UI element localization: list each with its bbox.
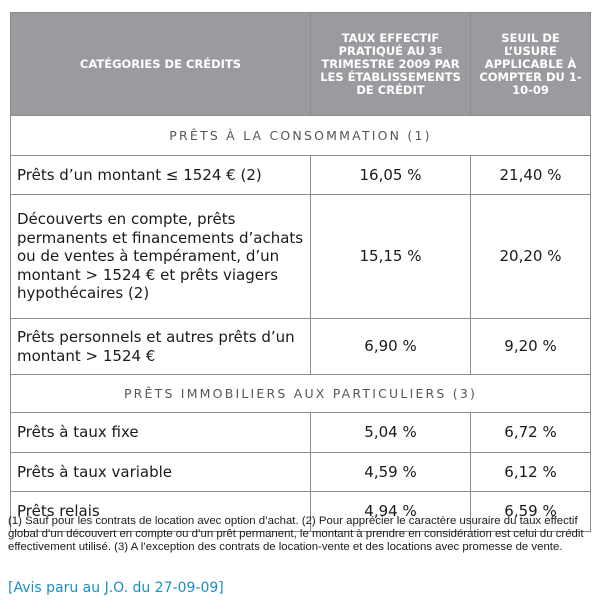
section-title-immobiliers: PRÊTS IMMOBILIERS AUX PARTICULIERS (3) <box>11 375 591 413</box>
row-taux: 4,94 % <box>311 492 471 532</box>
table-row <box>11 413 591 453</box>
row-label: Découverts en compte, prêts permanents et financements d’achats ou de ventes à tempérament, d’un montant > 1524 € et prêts viagers hypothécaires (2) <box>11 195 311 319</box>
header-taux-part2: TRIMESTRE 2009 PAR LES ÉTABLISSEMENTS DE CRÉDIT <box>320 56 461 97</box>
section-row-immobiliers <box>11 375 591 413</box>
table-row <box>11 453 591 492</box>
row-seuil: 6,59 % <box>471 492 591 532</box>
row-seuil: 20,20 % <box>471 195 591 319</box>
row-label: Prêts d’un montant ≤ 1524 € (2) <box>11 156 311 195</box>
row-taux: 6,90 % <box>311 319 471 375</box>
avis-jo-source: [Avis paru au J.O. du 27-09-09] <box>8 580 224 596</box>
footnotes: (1) Sauf pour les contrats de location avec option d’achat. (2) Pour apprécier le caractère usuraire du taux effectif global d’un découvert en compte ou d’un prêt permanent, le montant à prendre en considération est celui du crédit effectivement utilisé. (3) A l’exception des contrats de location-vente et des locations avec promesse de vente. <box>8 515 584 554</box>
header-seuil-usure: SEUIL DE L’USURE APPLICABLE À COMPTER DU 1-10-09 <box>471 13 591 116</box>
section-row-consommation <box>11 116 591 156</box>
row-label: Prêts personnels et autres prêts d’un montant > 1524 € <box>11 319 311 375</box>
row-label: Prêts à taux fixe <box>11 413 311 453</box>
table-header-row <box>11 13 591 116</box>
header-categories: CATÉGORIES DE CRÉDITS <box>11 13 311 116</box>
row-seuil: 21,40 % <box>471 156 591 195</box>
row-seuil: 6,72 % <box>471 413 591 453</box>
row-taux: 15,15 % <box>311 195 471 319</box>
row-taux: 4,59 % <box>311 453 471 492</box>
usury-rates-table <box>10 12 591 532</box>
row-label: Prêts à taux variable <box>11 453 311 492</box>
header-taux-part1: TAUX EFFECTIF PRATIQUÉ AU 3 <box>338 30 440 58</box>
row-seuil: 9,20 % <box>471 319 591 375</box>
section-title-consommation: PRÊTS À LA CONSOMMATION (1) <box>11 116 591 156</box>
table-row <box>11 156 591 195</box>
row-taux: 5,04 % <box>311 413 471 453</box>
header-taux-effectif <box>311 13 471 116</box>
header-taux-sup: E <box>436 45 443 55</box>
row-seuil: 6,12 % <box>471 453 591 492</box>
table-row <box>11 195 591 319</box>
row-label: Prêts relais <box>11 492 311 532</box>
table-row <box>11 319 591 375</box>
row-taux: 16,05 % <box>311 156 471 195</box>
